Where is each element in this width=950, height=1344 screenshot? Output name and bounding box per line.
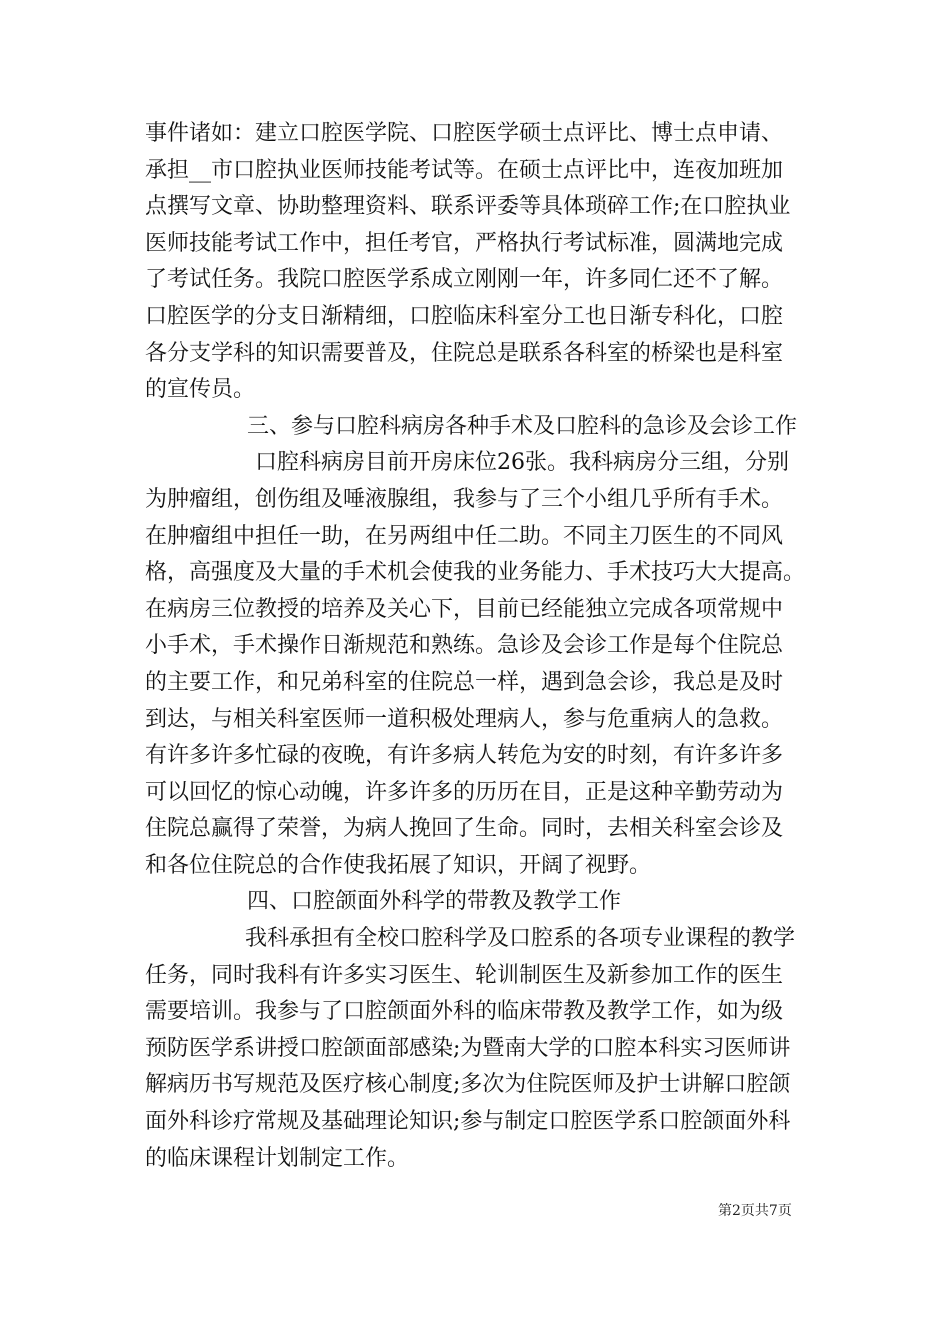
page-number-footer: 第2页共7页 [718, 1203, 792, 1219]
body-line: 格，高强度及大量的手术机会使我的业务能力、手术技巧大大提高。 [145, 560, 806, 586]
body-line: 可以回忆的惊心动魄，许多许多的历历在目，正是这种辛勤劳动为 [145, 779, 784, 805]
body-line: 的主要工作，和兄弟科室的住院总一样，遇到急会诊，我总是及时 [145, 669, 784, 695]
body-line: 为肿瘤组，创伤组及唾液腺组，我参与了三个小组几乎所有手术。 [145, 486, 784, 512]
body-line: 小手术，手术操作日渐规范和熟练。急诊及会诊工作是每个住院总 [145, 633, 784, 659]
body-line: 和各位住院总的合作使我拓展了知识，开阔了视野。 [145, 852, 652, 878]
body-line: 各分支学科的知识需要普及，住院总是联系各科室的桥梁也是科室 [145, 340, 784, 366]
body-line: 解病历书写规范及医疗核心制度;多次为住院医师及护士讲解口腔颌 [145, 1072, 791, 1098]
body-line: 住院总赢得了荣誉，为病人挽回了生命。同时，去相关科室会诊及 [145, 816, 784, 842]
section-heading-three: 三、参与口腔科病房各种手术及口腔科的急诊及会诊工作 [247, 413, 798, 439]
body-line: 了考试任务。我院口腔医学系成立刚刚一年，许多同仁还不了解。 [145, 267, 784, 293]
body-line: 需要培训。我参与了口腔颌面外科的临床带教及教学工作，如为级 [145, 999, 784, 1025]
body-line: 点撰写文章、协助整理资料、联系评委等具体琐碎工作;在口腔执业 [145, 194, 791, 220]
paragraph-first-line: 我科承担有全校口腔科学及口腔系的各项专业课程的教学 [245, 926, 796, 952]
body-line: 有许多许多忙碌的夜晚，有许多病人转危为安的时刻，有许多许多 [145, 743, 784, 769]
paragraph-first-line: 口腔科病房目前开房床位26张。我科病房分三组，分别 [255, 450, 789, 476]
body-line: 医师技能考试工作中，担任考官，严格执行考试标准，圆满地完成 [145, 230, 784, 256]
document-body [145, 116, 815, 1177]
body-line: 在病房三位教授的培养及关心下，目前已经能独立完成各项常规中 [145, 596, 784, 622]
body-line: 任务，同时我科有许多实习医生、轮训制医生及新参加工作的医生 [145, 962, 784, 988]
body-line: 口腔医学的分支日渐精细，口腔临床科室分工也日渐专科化，口腔 [145, 303, 784, 329]
body-line: 的临床课程计划制定工作。 [145, 1145, 410, 1171]
body-line: 事件诸如：建立口腔医学院、口腔医学硕士点评比、博士点申请、 [145, 121, 784, 146]
body-line: 预防医学系讲授口腔颌面部感染;为暨南大学的口腔本科实习医师讲 [145, 1035, 791, 1061]
section-heading-four: 四、口腔颌面外科学的带教及教学工作 [247, 889, 622, 915]
body-line: 在肿瘤组中担任一助，在另两组中任二助。不同主刀医生的不同风 [145, 523, 784, 549]
body-line: 的宣传员。 [145, 377, 256, 403]
body-line: 到达，与相关科室医师一道积极处理病人，参与危重病人的急救。 [145, 706, 784, 732]
body-line: 承担__市口腔执业医师技能考试等。在硕士点评比中，连夜加班加 [145, 157, 784, 183]
body-line: 面外科诊疗常规及基础理论知识;参与制定口腔医学系口腔颌面外科 [145, 1109, 791, 1135]
